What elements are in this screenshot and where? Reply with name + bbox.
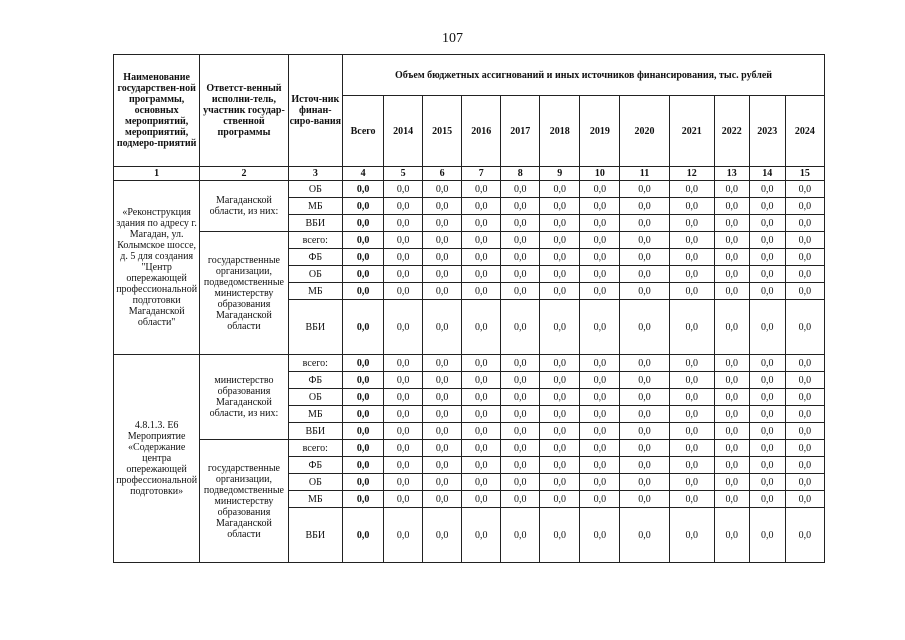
value-year: 0,0 bbox=[669, 249, 714, 266]
value-total: 0,0 bbox=[343, 232, 384, 249]
value-year: 0,0 bbox=[501, 508, 540, 563]
value-total: 0,0 bbox=[343, 389, 384, 406]
column-number: 1 bbox=[114, 167, 200, 181]
value-total: 0,0 bbox=[343, 406, 384, 423]
value-year: 0,0 bbox=[749, 491, 785, 508]
value-year: 0,0 bbox=[423, 355, 462, 372]
value-year: 0,0 bbox=[384, 423, 423, 440]
value-year: 0,0 bbox=[669, 215, 714, 232]
value-year: 0,0 bbox=[462, 508, 501, 563]
column-number: 3 bbox=[288, 167, 342, 181]
value-year: 0,0 bbox=[749, 474, 785, 491]
value-year: 0,0 bbox=[749, 406, 785, 423]
value-year: 0,0 bbox=[384, 181, 423, 198]
funding-source: ФБ bbox=[288, 457, 342, 474]
table-row bbox=[114, 181, 825, 198]
value-year: 0,0 bbox=[462, 232, 501, 249]
value-year: 0,0 bbox=[785, 457, 824, 474]
funding-source: всего: bbox=[288, 232, 342, 249]
value-year: 0,0 bbox=[714, 491, 749, 508]
value-year: 0,0 bbox=[749, 355, 785, 372]
value-year: 0,0 bbox=[384, 440, 423, 457]
value-year: 0,0 bbox=[669, 232, 714, 249]
value-year: 0,0 bbox=[749, 198, 785, 215]
value-year: 0,0 bbox=[462, 389, 501, 406]
value-year: 0,0 bbox=[620, 355, 669, 372]
column-number: 9 bbox=[540, 167, 580, 181]
header-year: 2015 bbox=[423, 96, 462, 167]
header-year: 2017 bbox=[501, 96, 540, 167]
value-year: 0,0 bbox=[785, 266, 824, 283]
value-year: 0,0 bbox=[501, 423, 540, 440]
value-year: 0,0 bbox=[580, 508, 620, 563]
value-year: 0,0 bbox=[620, 440, 669, 457]
value-year: 0,0 bbox=[423, 491, 462, 508]
header-year: 2020 bbox=[620, 96, 669, 167]
funding-source: всего: bbox=[288, 355, 342, 372]
value-year: 0,0 bbox=[580, 372, 620, 389]
value-year: 0,0 bbox=[620, 474, 669, 491]
value-year: 0,0 bbox=[423, 389, 462, 406]
value-year: 0,0 bbox=[501, 355, 540, 372]
value-year: 0,0 bbox=[540, 372, 580, 389]
value-year: 0,0 bbox=[501, 440, 540, 457]
value-year: 0,0 bbox=[714, 508, 749, 563]
value-year: 0,0 bbox=[540, 474, 580, 491]
value-year: 0,0 bbox=[669, 181, 714, 198]
value-year: 0,0 bbox=[501, 389, 540, 406]
value-year: 0,0 bbox=[501, 372, 540, 389]
value-year: 0,0 bbox=[540, 300, 580, 355]
value-year: 0,0 bbox=[580, 249, 620, 266]
value-total: 0,0 bbox=[343, 283, 384, 300]
value-year: 0,0 bbox=[501, 215, 540, 232]
value-year: 0,0 bbox=[749, 389, 785, 406]
value-year: 0,0 bbox=[384, 300, 423, 355]
table-row bbox=[114, 440, 825, 457]
value-year: 0,0 bbox=[384, 474, 423, 491]
funding-source: ОБ bbox=[288, 389, 342, 406]
value-year: 0,0 bbox=[669, 457, 714, 474]
value-year: 0,0 bbox=[620, 215, 669, 232]
value-year: 0,0 bbox=[669, 423, 714, 440]
header-total: Всего bbox=[343, 96, 384, 167]
value-year: 0,0 bbox=[749, 215, 785, 232]
value-total: 0,0 bbox=[343, 491, 384, 508]
value-total: 0,0 bbox=[343, 440, 384, 457]
funding-source: ОБ bbox=[288, 266, 342, 283]
value-year: 0,0 bbox=[462, 474, 501, 491]
value-year: 0,0 bbox=[540, 508, 580, 563]
value-year: 0,0 bbox=[714, 372, 749, 389]
value-year: 0,0 bbox=[749, 423, 785, 440]
value-year: 0,0 bbox=[749, 181, 785, 198]
value-year: 0,0 bbox=[580, 457, 620, 474]
value-year: 0,0 bbox=[714, 266, 749, 283]
value-year: 0,0 bbox=[423, 249, 462, 266]
value-total: 0,0 bbox=[343, 474, 384, 491]
value-year: 0,0 bbox=[669, 283, 714, 300]
value-year: 0,0 bbox=[580, 283, 620, 300]
value-year: 0,0 bbox=[785, 440, 824, 457]
value-year: 0,0 bbox=[714, 440, 749, 457]
value-year: 0,0 bbox=[501, 283, 540, 300]
value-year: 0,0 bbox=[580, 300, 620, 355]
value-year: 0,0 bbox=[749, 440, 785, 457]
funding-source: ФБ bbox=[288, 372, 342, 389]
value-year: 0,0 bbox=[423, 423, 462, 440]
value-year: 0,0 bbox=[462, 440, 501, 457]
value-year: 0,0 bbox=[714, 474, 749, 491]
value-year: 0,0 bbox=[384, 266, 423, 283]
value-year: 0,0 bbox=[423, 508, 462, 563]
value-year: 0,0 bbox=[785, 232, 824, 249]
value-year: 0,0 bbox=[540, 423, 580, 440]
value-year: 0,0 bbox=[620, 266, 669, 283]
value-year: 0,0 bbox=[785, 372, 824, 389]
value-year: 0,0 bbox=[620, 249, 669, 266]
value-year: 0,0 bbox=[384, 491, 423, 508]
value-year: 0,0 bbox=[540, 440, 580, 457]
value-year: 0,0 bbox=[384, 198, 423, 215]
value-year: 0,0 bbox=[501, 249, 540, 266]
value-year: 0,0 bbox=[462, 181, 501, 198]
value-year: 0,0 bbox=[462, 491, 501, 508]
value-year: 0,0 bbox=[540, 181, 580, 198]
value-year: 0,0 bbox=[423, 440, 462, 457]
value-year: 0,0 bbox=[785, 508, 824, 563]
value-year: 0,0 bbox=[580, 389, 620, 406]
value-year: 0,0 bbox=[620, 232, 669, 249]
column-number: 10 bbox=[580, 167, 620, 181]
value-year: 0,0 bbox=[501, 406, 540, 423]
value-year: 0,0 bbox=[580, 181, 620, 198]
value-year: 0,0 bbox=[714, 181, 749, 198]
value-year: 0,0 bbox=[540, 215, 580, 232]
value-total: 0,0 bbox=[343, 372, 384, 389]
value-total: 0,0 bbox=[343, 300, 384, 355]
value-year: 0,0 bbox=[620, 423, 669, 440]
column-number: 7 bbox=[462, 167, 501, 181]
value-year: 0,0 bbox=[384, 249, 423, 266]
value-year: 0,0 bbox=[423, 300, 462, 355]
value-year: 0,0 bbox=[785, 423, 824, 440]
funding-source: ФБ bbox=[288, 249, 342, 266]
value-year: 0,0 bbox=[749, 266, 785, 283]
value-year: 0,0 bbox=[462, 266, 501, 283]
value-year: 0,0 bbox=[540, 389, 580, 406]
column-number: 11 bbox=[620, 167, 669, 181]
header-year: 2021 bbox=[669, 96, 714, 167]
value-year: 0,0 bbox=[501, 300, 540, 355]
value-total: 0,0 bbox=[343, 266, 384, 283]
responsible-executor: государственные организации, подведомственные министерству образования Магаданской области bbox=[200, 232, 288, 355]
value-year: 0,0 bbox=[669, 300, 714, 355]
funding-source: МБ bbox=[288, 491, 342, 508]
value-year: 0,0 bbox=[423, 283, 462, 300]
value-year: 0,0 bbox=[462, 198, 501, 215]
value-year: 0,0 bbox=[669, 372, 714, 389]
value-year: 0,0 bbox=[384, 457, 423, 474]
value-year: 0,0 bbox=[749, 508, 785, 563]
value-year: 0,0 bbox=[501, 266, 540, 283]
value-year: 0,0 bbox=[384, 283, 423, 300]
header-source: Источ-ник финан-сиро-вания bbox=[288, 55, 342, 167]
value-year: 0,0 bbox=[540, 232, 580, 249]
page-number: 107 bbox=[442, 31, 463, 46]
value-year: 0,0 bbox=[462, 249, 501, 266]
value-year: 0,0 bbox=[785, 283, 824, 300]
funding-source: ОБ bbox=[288, 181, 342, 198]
column-number: 5 bbox=[384, 167, 423, 181]
value-year: 0,0 bbox=[714, 457, 749, 474]
column-number: 8 bbox=[501, 167, 540, 181]
funding-source: МБ bbox=[288, 198, 342, 215]
header-year: 2019 bbox=[580, 96, 620, 167]
value-year: 0,0 bbox=[749, 249, 785, 266]
value-year: 0,0 bbox=[620, 508, 669, 563]
value-year: 0,0 bbox=[423, 198, 462, 215]
value-year: 0,0 bbox=[669, 355, 714, 372]
value-year: 0,0 bbox=[501, 232, 540, 249]
value-year: 0,0 bbox=[384, 355, 423, 372]
value-year: 0,0 bbox=[749, 232, 785, 249]
responsible-executor: министерство образования Магаданской области, из них: bbox=[200, 355, 288, 440]
value-year: 0,0 bbox=[669, 491, 714, 508]
value-year: 0,0 bbox=[580, 198, 620, 215]
value-year: 0,0 bbox=[785, 491, 824, 508]
activity-name: 4.8.1.3. Е6 Мероприятие «Содержание центра опережающей профессиональной подготовки» bbox=[114, 355, 200, 563]
value-year: 0,0 bbox=[462, 423, 501, 440]
value-total: 0,0 bbox=[343, 457, 384, 474]
value-year: 0,0 bbox=[669, 406, 714, 423]
value-year: 0,0 bbox=[749, 457, 785, 474]
value-year: 0,0 bbox=[540, 198, 580, 215]
value-year: 0,0 bbox=[620, 300, 669, 355]
value-year: 0,0 bbox=[540, 283, 580, 300]
value-year: 0,0 bbox=[620, 491, 669, 508]
value-year: 0,0 bbox=[785, 355, 824, 372]
value-year: 0,0 bbox=[384, 232, 423, 249]
value-year: 0,0 bbox=[540, 266, 580, 283]
funding-source: ВБИ bbox=[288, 300, 342, 355]
value-year: 0,0 bbox=[540, 249, 580, 266]
value-year: 0,0 bbox=[423, 372, 462, 389]
header-year: 2014 bbox=[384, 96, 423, 167]
value-year: 0,0 bbox=[620, 406, 669, 423]
funding-source: МБ bbox=[288, 406, 342, 423]
value-year: 0,0 bbox=[384, 389, 423, 406]
value-total: 0,0 bbox=[343, 423, 384, 440]
value-year: 0,0 bbox=[714, 249, 749, 266]
value-year: 0,0 bbox=[501, 474, 540, 491]
value-year: 0,0 bbox=[785, 181, 824, 198]
value-year: 0,0 bbox=[540, 491, 580, 508]
value-year: 0,0 bbox=[714, 300, 749, 355]
value-year: 0,0 bbox=[384, 215, 423, 232]
value-year: 0,0 bbox=[384, 406, 423, 423]
column-number: 12 bbox=[669, 167, 714, 181]
funding-source: всего: bbox=[288, 440, 342, 457]
funding-source: ВБИ bbox=[288, 508, 342, 563]
value-year: 0,0 bbox=[540, 355, 580, 372]
table-row bbox=[114, 355, 825, 372]
value-year: 0,0 bbox=[714, 355, 749, 372]
value-year: 0,0 bbox=[462, 406, 501, 423]
value-year: 0,0 bbox=[785, 198, 824, 215]
header-name: Наименование государствен-ной программы, основных мероприятий, мероприятий, подмеро-приятий bbox=[114, 55, 200, 167]
value-year: 0,0 bbox=[462, 283, 501, 300]
value-year: 0,0 bbox=[423, 232, 462, 249]
value-year: 0,0 bbox=[749, 372, 785, 389]
value-year: 0,0 bbox=[620, 181, 669, 198]
activity-name: «Реконструкция здания по адресу г. Магадан, ул. Колымское шоссе, д. 5 для создания "Центр опережающей профессиональной подготовки Магаданской области" bbox=[114, 181, 200, 355]
value-total: 0,0 bbox=[343, 215, 384, 232]
value-year: 0,0 bbox=[620, 283, 669, 300]
responsible-executor: Магаданской области, из них: bbox=[200, 181, 288, 232]
value-year: 0,0 bbox=[423, 457, 462, 474]
value-year: 0,0 bbox=[669, 198, 714, 215]
value-year: 0,0 bbox=[384, 508, 423, 563]
value-year: 0,0 bbox=[540, 457, 580, 474]
funding-source: ВБИ bbox=[288, 423, 342, 440]
funding-source: МБ bbox=[288, 283, 342, 300]
budget-table bbox=[113, 54, 825, 563]
header-responsible: Ответст-венный исполни-тель, участник государ-ственной программы bbox=[200, 55, 288, 167]
value-year: 0,0 bbox=[714, 198, 749, 215]
funding-source: ВБИ bbox=[288, 215, 342, 232]
value-total: 0,0 bbox=[343, 249, 384, 266]
value-year: 0,0 bbox=[423, 181, 462, 198]
value-total: 0,0 bbox=[343, 508, 384, 563]
header-year: 2016 bbox=[462, 96, 501, 167]
value-year: 0,0 bbox=[714, 283, 749, 300]
column-number: 13 bbox=[714, 167, 749, 181]
value-year: 0,0 bbox=[462, 300, 501, 355]
value-year: 0,0 bbox=[423, 215, 462, 232]
value-year: 0,0 bbox=[423, 474, 462, 491]
value-year: 0,0 bbox=[669, 266, 714, 283]
value-year: 0,0 bbox=[714, 232, 749, 249]
value-total: 0,0 bbox=[343, 198, 384, 215]
responsible-executor: государственные организации, подведомственные министерству образования Магаданской области bbox=[200, 440, 288, 563]
value-year: 0,0 bbox=[462, 457, 501, 474]
value-year: 0,0 bbox=[580, 423, 620, 440]
value-year: 0,0 bbox=[669, 474, 714, 491]
value-year: 0,0 bbox=[785, 406, 824, 423]
table-row bbox=[114, 232, 825, 249]
value-year: 0,0 bbox=[749, 283, 785, 300]
value-year: 0,0 bbox=[669, 389, 714, 406]
value-total: 0,0 bbox=[343, 181, 384, 198]
header-year: 2022 bbox=[714, 96, 749, 167]
value-year: 0,0 bbox=[462, 355, 501, 372]
column-number: 4 bbox=[343, 167, 384, 181]
value-year: 0,0 bbox=[580, 491, 620, 508]
value-year: 0,0 bbox=[580, 440, 620, 457]
header-year: 2018 bbox=[540, 96, 580, 167]
value-year: 0,0 bbox=[620, 457, 669, 474]
value-year: 0,0 bbox=[669, 440, 714, 457]
value-year: 0,0 bbox=[540, 406, 580, 423]
value-year: 0,0 bbox=[462, 215, 501, 232]
value-year: 0,0 bbox=[462, 372, 501, 389]
value-year: 0,0 bbox=[714, 215, 749, 232]
column-number: 6 bbox=[423, 167, 462, 181]
value-year: 0,0 bbox=[580, 406, 620, 423]
value-year: 0,0 bbox=[580, 474, 620, 491]
value-year: 0,0 bbox=[620, 389, 669, 406]
column-number: 2 bbox=[200, 167, 288, 181]
value-year: 0,0 bbox=[785, 215, 824, 232]
value-year: 0,0 bbox=[501, 491, 540, 508]
value-year: 0,0 bbox=[620, 372, 669, 389]
value-year: 0,0 bbox=[580, 215, 620, 232]
value-year: 0,0 bbox=[714, 406, 749, 423]
value-year: 0,0 bbox=[423, 406, 462, 423]
column-number: 14 bbox=[749, 167, 785, 181]
value-year: 0,0 bbox=[785, 300, 824, 355]
value-year: 0,0 bbox=[423, 266, 462, 283]
value-year: 0,0 bbox=[501, 457, 540, 474]
value-year: 0,0 bbox=[580, 355, 620, 372]
value-year: 0,0 bbox=[785, 474, 824, 491]
value-year: 0,0 bbox=[785, 249, 824, 266]
header-year: 2024 bbox=[785, 96, 824, 167]
value-total: 0,0 bbox=[343, 355, 384, 372]
value-year: 0,0 bbox=[620, 198, 669, 215]
value-year: 0,0 bbox=[501, 198, 540, 215]
value-year: 0,0 bbox=[501, 181, 540, 198]
funding-source: ОБ bbox=[288, 474, 342, 491]
header-year: 2023 bbox=[749, 96, 785, 167]
value-year: 0,0 bbox=[580, 266, 620, 283]
column-number: 15 bbox=[785, 167, 824, 181]
value-year: 0,0 bbox=[749, 300, 785, 355]
header-volume: Объем бюджетных ассигнований и иных источников финансирования, тыс. рублей bbox=[343, 55, 825, 96]
value-year: 0,0 bbox=[714, 389, 749, 406]
value-year: 0,0 bbox=[785, 389, 824, 406]
value-year: 0,0 bbox=[384, 372, 423, 389]
value-year: 0,0 bbox=[714, 423, 749, 440]
value-year: 0,0 bbox=[580, 232, 620, 249]
value-year: 0,0 bbox=[669, 508, 714, 563]
